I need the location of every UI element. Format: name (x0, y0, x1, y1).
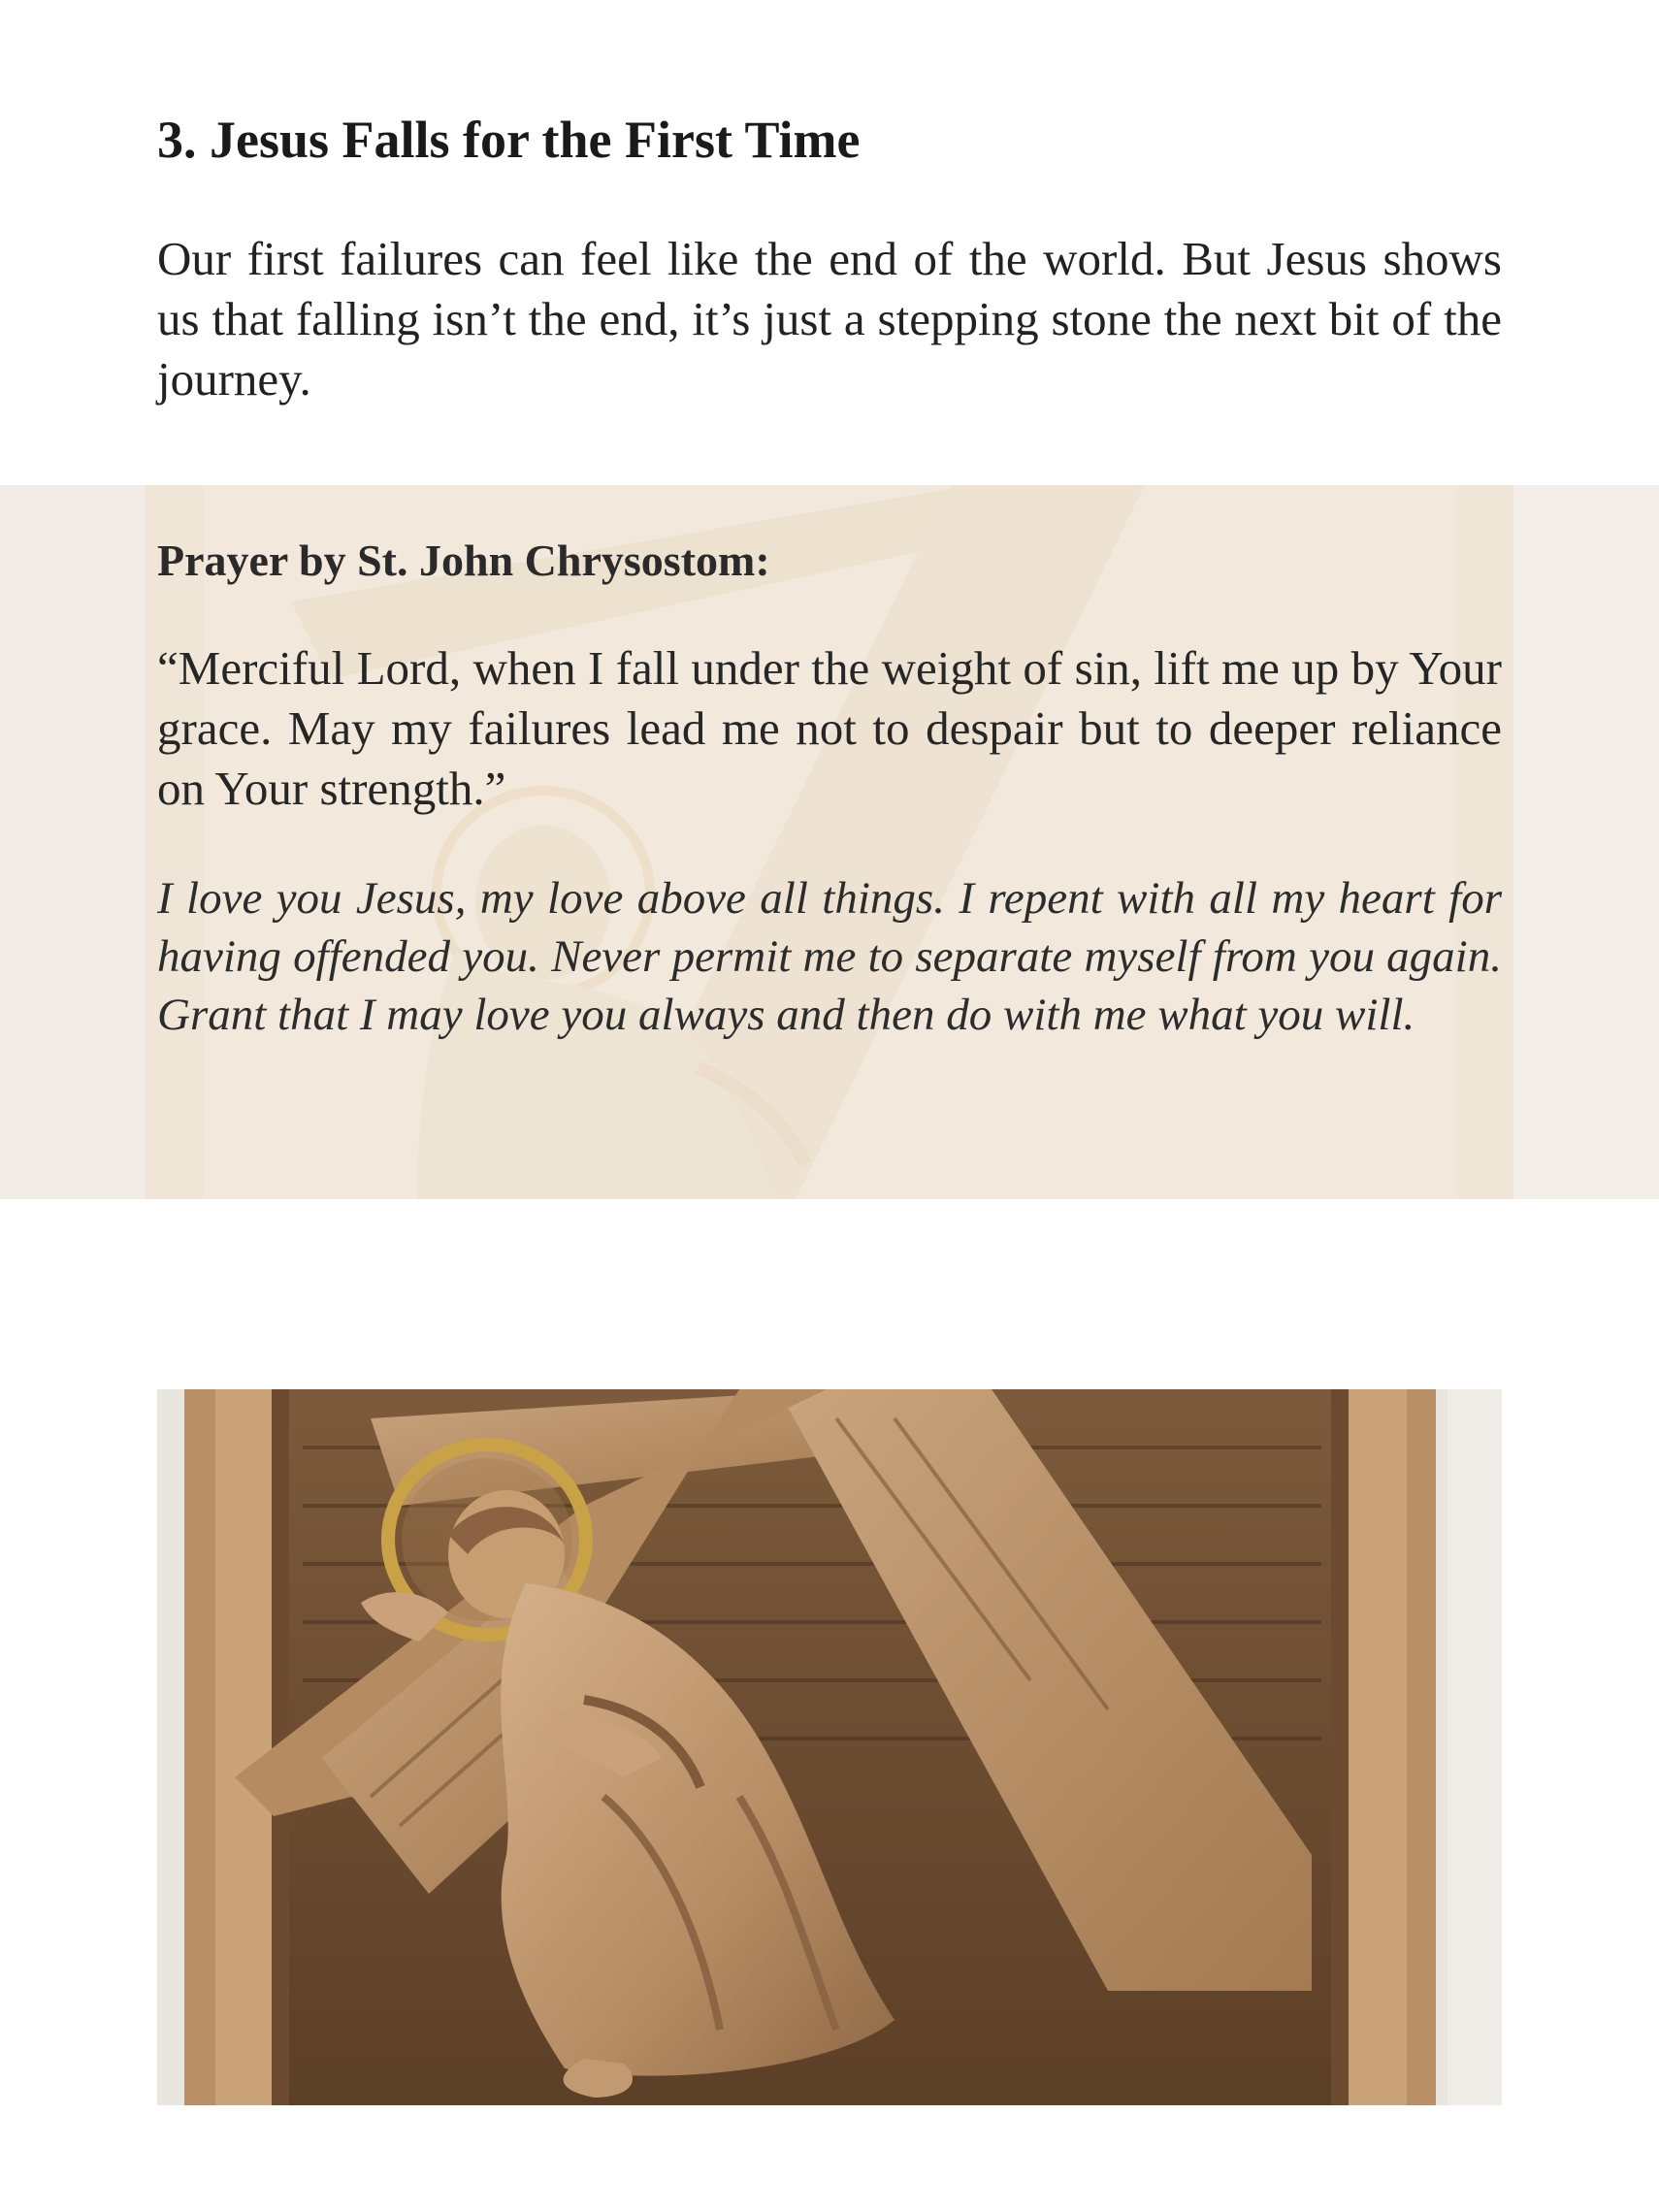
station-relief-image (157, 1389, 1502, 2105)
station-title: 3. Jesus Falls for the First Time (157, 111, 861, 169)
prayer-quote: “Merciful Lord, when I fall under the weight of sin, lift me up by Your grace. May my failures lead me not to despair but to deeper reliance on Your strength.” (157, 641, 1502, 815)
prayer-title: Prayer by St. John Chrysostom: (157, 536, 770, 585)
act-of-love-prayer: I love you Jesus, my love above all things. I repent with all my heart for having offended you. Never permit me to separate myself from you again. Grant that I may love you always and then do with me what you will. (157, 873, 1502, 1040)
station-intro: Our first failures can feel like the end of the world. But Jesus shows us that falling isn’t the end, it’s just a stepping stone the next bit of the journey. (157, 232, 1502, 406)
prayer-section (0, 485, 1659, 1199)
